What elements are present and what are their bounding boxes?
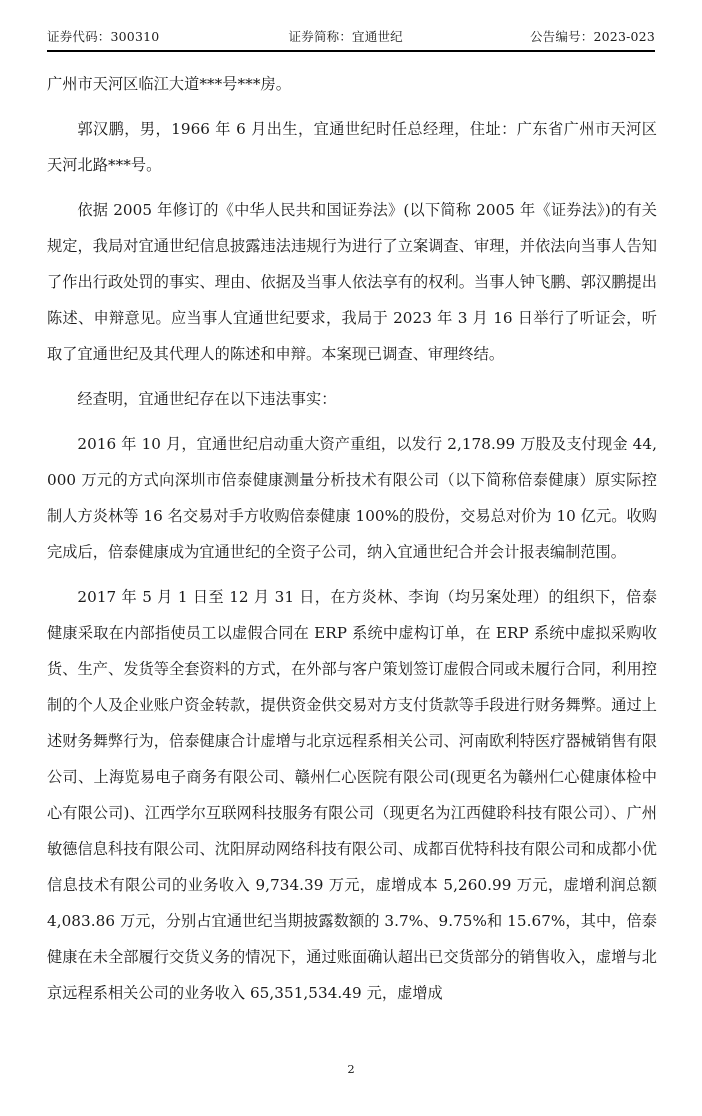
paragraph-legal-basis: 依据 2005 年修订的《中华人民共和国证券法》(以下简称 2005 年《证券法》)的有关规定，我局对宜通世纪信息披露违法违规行为进行了立案调查、审理，并依法向当事人告知了作出行政处罚的事实、理由、依据及当事人依法享有的权利。当事人钟飞鹏、郭汉鹏提出陈述、申辩意见。应当事人宜通世纪要求，我局于 2023 年 3 月 16 日举行了听证会，听取了宜通世纪及其代理人的陈述和申辩。本案现已调查、审理终结。: [47, 201, 657, 363]
paragraph-fraud-details: 2017 年 5 月 1 日至 12 月 31 日，在方炎林、李询（均另案处理）的组织下，倍泰健康采取在内部指使员工以虚假合同在 ERP 系统中虚构订单，在 ERP 系统中虚拟采购收货、生产、发货等全套资料的方式，在外部与客户策划签订虚假合同或未履行合同，利用控制的个人及企业账户资金转款，提供资金供交易对方支付货款等手段进行财务舞弊。通过上述财务舞弊行为，倍泰健康合计虚增与北京远程系相关公司、河南欧利特医疗器械销售有限公司、上海览易电子商务有限公司、赣州仁心医院有限公司(现更名为赣州仁心健康体检中心有限公司)、江西学尔互联网科技服务有限公司（现更名为江西健聆科技有限公司）、广州敏德信息科技有限公司、沈阳屏动网络科技有限公司、成都百优特科技有限公司和成都小优信息技术有限公司的业务收入 9,734.39 万元，虚增成本 5,260.99 万元，虚增利润总额 4,083.86 万元，分别占宜通世纪当期披露数额的 3.7%、9.75%和 15.67%，其中，倍泰健康在未全部履行交货义务的情况下，通过账面确认超出已交货部分的销售收入，虚增与北京远程系相关公司的业务收入 65,351,534.49 元，虚增成: [47, 588, 657, 1002]
paragraph-restructuring: 2016 年 10 月，宜通世纪启动重大资产重组，以发行 2,178.99 万股及支付现金 44,000 万元的方式向深圳市倍泰健康测量分析技术有限公司（以下简称倍泰健康）原实际控制人方炎林等 16 名交易对手方收购倍泰健康 100%的股份，交易总对价为 10 亿元。收购完成后，倍泰健康成为宜通世纪的全资子公司，纳入宜通世纪合并会计报表编制范围。: [47, 435, 657, 561]
announcement-number: 公告编号：2023-023: [529, 29, 655, 44]
security-code: 证券代码：300310: [47, 29, 160, 44]
security-short-name: 证券简称：宜通世纪: [288, 29, 403, 44]
page-number: 2: [347, 1062, 355, 1076]
document-body: [47, 66, 657, 1011]
paragraph-findings-intro: 经查明，宜通世纪存在以下违法事实：: [77, 390, 337, 408]
header-divider: [47, 50, 655, 52]
paragraph-address-continuation: 广州市天河区临江大道***号***房。: [47, 75, 291, 93]
document-header: [47, 28, 655, 52]
header-row: [47, 28, 655, 50]
paragraph-guo-hanpeng: 郭汉鹏，男，1966 年 6 月出生，宜通世纪时任总经理，住址：广东省广州市天河区天河北路***号。: [47, 120, 657, 174]
